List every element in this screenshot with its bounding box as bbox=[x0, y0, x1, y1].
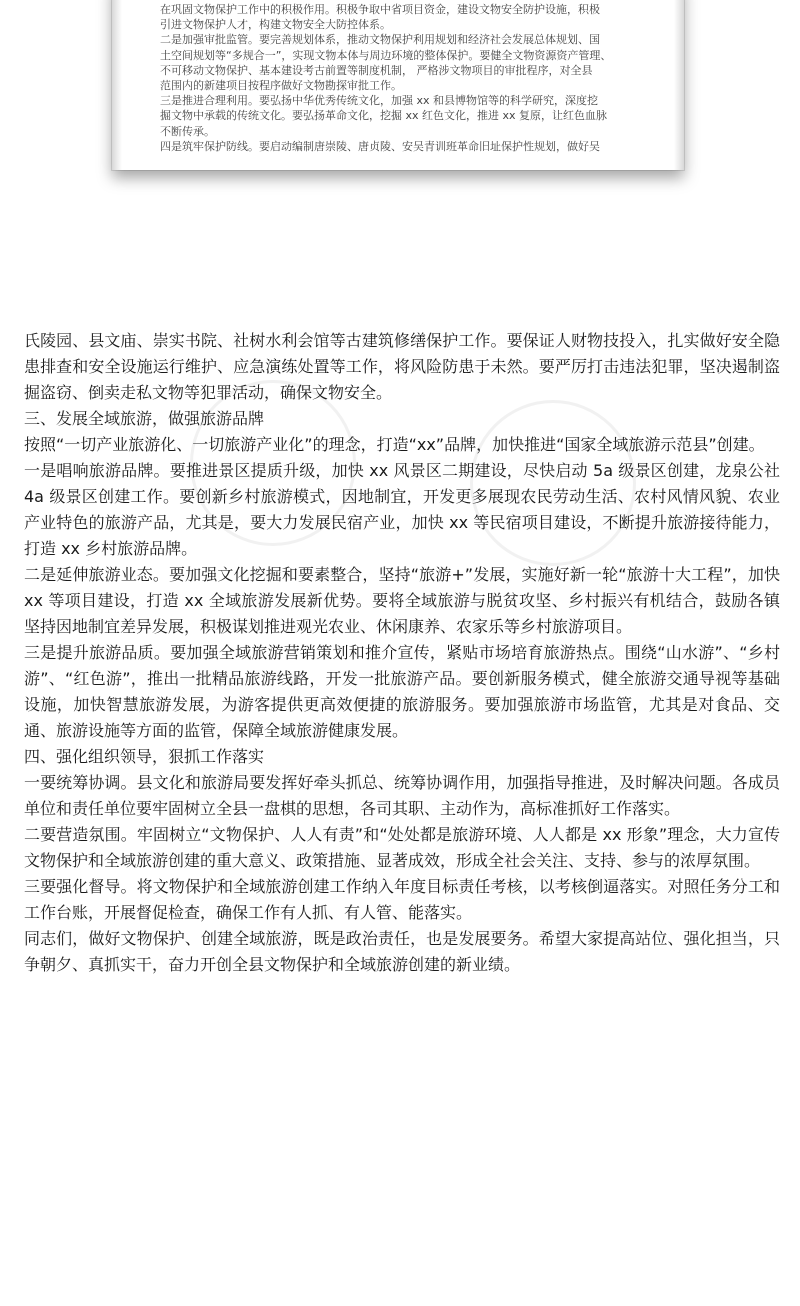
document-preview-card bbox=[112, 0, 684, 170]
body-paragraph: 三要强化督导。将文物保护和全域旅游创建工作纳入年度目标责任考核，以考核倒逼落实。对照任务分工和工作台账，开展督促检查，确保工作有人抓、有人管、能落实。 bbox=[24, 877, 780, 922]
preview-line: 引进文物保护人才，构建文物安全大防控体系。 bbox=[160, 18, 391, 32]
preview-line: 土空间规划等“多规合一”，实现文物本体与周边环境的整体保护。要健全文物资源资产管理、 bbox=[160, 48, 612, 62]
preview-line: 二是加强审批监管。要完善规划体系，推动文物保护利用规划和经济社会发展总体规划、国 bbox=[160, 33, 600, 47]
body-paragraph: 二要营造氛围。牢固树立“文物保护、人人有责”和“处处都是旅游环境、人人都是 xx 形象”理念，大力宣传文物保护和全域旅游创建的重大意义、政策措施、显著成效，形成全社会关注、支持、参与的浓厚氛围。 bbox=[24, 825, 780, 870]
preview-line: 三是推进合理利用。要弘扬中华优秀传统文化，加强 xx 和县博物馆等的科学研究，深度挖 bbox=[160, 94, 599, 108]
body-paragraph: 按照“一切产业旅游化、一切旅游产业化”的理念，打造“xx”品牌，加快推进“国家全域旅游示范县”创建。 bbox=[24, 435, 765, 454]
body-paragraph: 一是唱响旅游品牌。要推进景区提质升级，加快 xx 风景区二期建设，尽快启动 5a 级景区创建，龙泉公社 4a 级景区创建工作。要创新乡村旅游模式，因地制宜，开发更多展现农民劳动生活、农村风情风貌、农业产业特色的旅游产品，尤其是，要大力发展民宿产业，加快 xx 等民宿项目建设，不断提升旅游接待能力，打造 xx 乡村旅游品牌。 bbox=[24, 461, 780, 558]
preview-text bbox=[160, 2, 644, 154]
body-paragraph: 二是延伸旅游业态。要加强文化挖掘和要素整合，坚持“旅游+”发展，实施好新一轮“旅游十大工程”，加快 xx 等项目建设，打造 xx 全域旅游发展新优势。要将全域旅游与脱贫攻坚、乡村振兴有机结合，鼓励各镇坚持因地制宜差异发展，积极谋划推进观光农业、休闲康养、农家乐等乡村旅游项目。 bbox=[24, 565, 780, 636]
document-preview-area bbox=[0, 0, 800, 300]
body-paragraph: 同志们，做好文物保护、创建全域旅游，既是政治责任，也是发展要务。希望大家提高站位、强化担当，只争朝夕、真抓实干，奋力开创全县文物保护和全域旅游创建的新业绩。 bbox=[24, 929, 780, 974]
section-heading: 三、发展全域旅游，做强旅游品牌 bbox=[24, 409, 265, 428]
preview-line: 掘文物中承载的传统文化。要弘扬革命文化，挖掘 xx 红色文化，推进 xx 复原，让红色血脉 bbox=[160, 109, 608, 123]
preview-line: 四是筑牢保护防线。要启动编制唐崇陵、唐贞陵、安吴青训班革命旧址保护性规划，做好吴 bbox=[160, 139, 600, 153]
preview-line: 不断传承。 bbox=[160, 124, 215, 138]
body-paragraph: 氏陵园、县文庙、崇实书院、社树水利会馆等古建筑修缮保护工作。要保证人财物技投入，扎实做好安全隐患排查和安全设施运行维护、应急演练处置等工作，将风险防患于未然。要严厉打击违法犯罪，坚决遏制盗掘盗窃、倒卖走私文物等犯罪活动，确保文物安全。 bbox=[24, 331, 780, 402]
preview-line: 不可移动文物保护、基本建设考古前置等制度机制， 严格涉文物项目的审批程序，对全县 bbox=[160, 63, 593, 77]
section-heading: 四、强化组织领导，狠抓工作落实 bbox=[24, 747, 265, 766]
body-paragraph: 三是提升旅游品质。要加强全域旅游营销策划和推介宣传，紧贴市场培育旅游热点。围绕“山水游”、“乡村游”、“红色游”，推出一批精品旅游线路，开发一批旅游产品。要创新服务模式，健全旅游交通导视等基础设施，加快智慧旅游发展，为游客提供更高效便捷的旅游服务。要加强旅游市场监管，尤其是对食品、交通、旅游设施等方面的监管，保障全域旅游健康发展。 bbox=[24, 643, 780, 740]
preview-line: 在巩固文物保护工作中的积极作用。积极争取中省项目资金，建设文物安全防护设施，积极 bbox=[160, 3, 600, 16]
body-paragraph: 一要统筹协调。县文化和旅游局要发挥好牵头抓总、统筹协调作用，加强指导推进，及时解决问题。各成员单位和责任单位要牢固树立全县一盘棋的思想，各司其职、主动作为，高标准抓好工作落实。 bbox=[24, 773, 780, 818]
preview-line: 范围内的新建项目按程序做好文物勘探审批工作。 bbox=[160, 79, 402, 93]
document-body bbox=[24, 328, 780, 978]
